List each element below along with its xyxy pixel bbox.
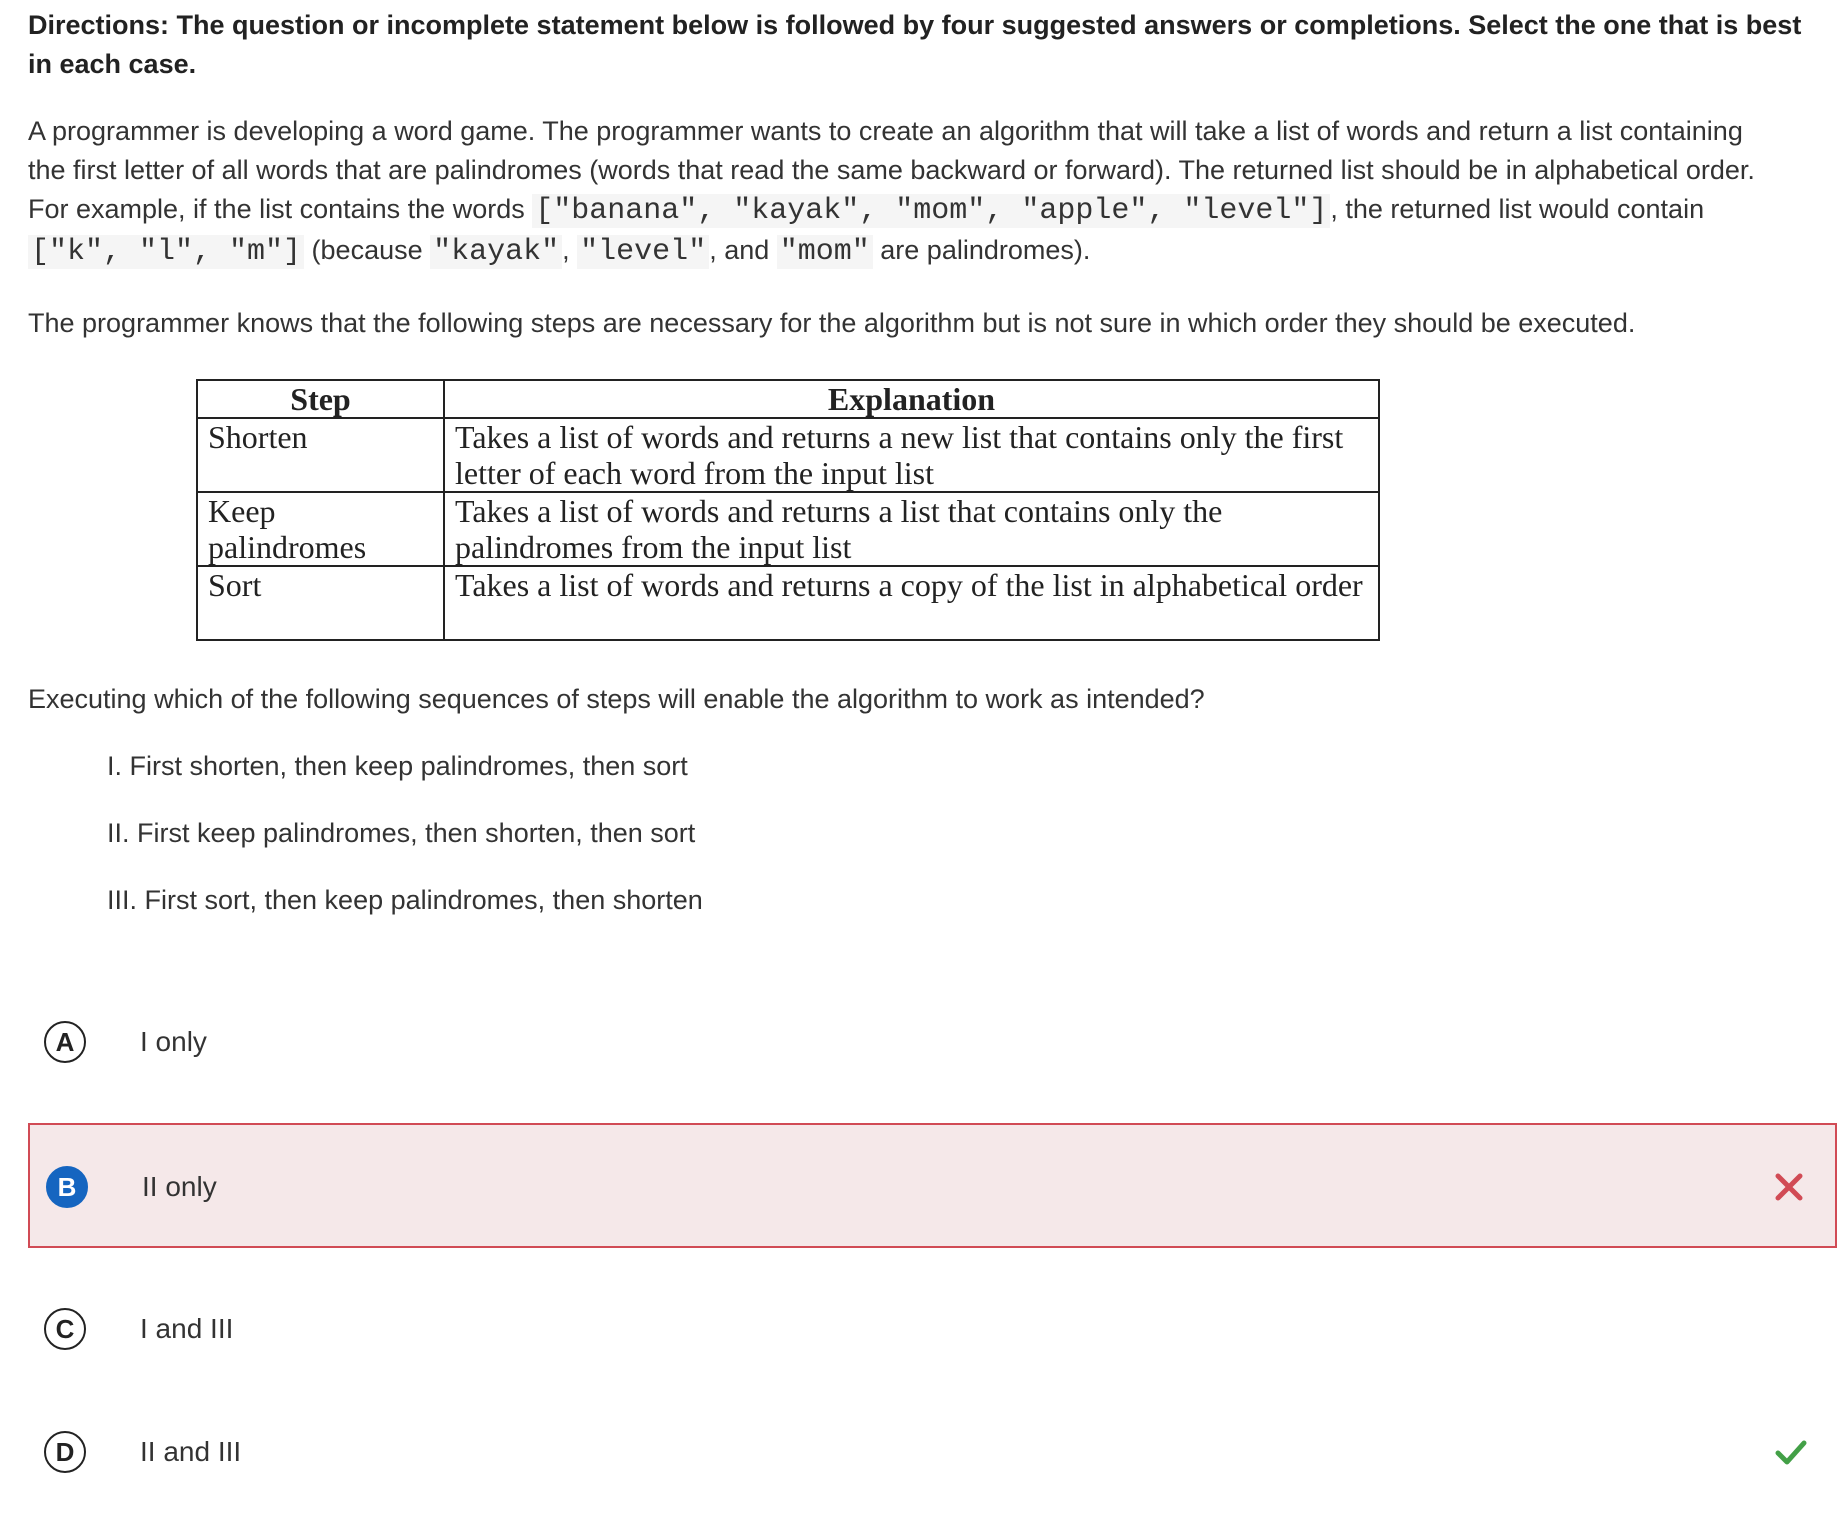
option-roman-1: I. First shorten, then keep palindromes, then sort — [107, 751, 688, 781]
option-roman-2: II. First keep palindromes, then shorten, then sort — [107, 818, 696, 848]
directions-text: Directions: The question or incomplete statement below is followed by four suggested answers or completions. Select the one that is best in each case. — [28, 10, 1802, 79]
stem-text: , and — [709, 235, 777, 265]
stem-line-2: the first letter of all words that are palindromes (words that read the same backward or forward). The returned list should be in alphabetical order. — [28, 155, 1755, 185]
code-level: "level" — [577, 235, 709, 269]
choice-letter-badge: D — [44, 1431, 86, 1473]
choice-text: I and III — [140, 1313, 234, 1344]
code-kayak: "kayak" — [430, 235, 562, 269]
steps-intro-text: The programmer knows that the following steps are necessary for the algorithm but is not sure in which order they should be executed. — [28, 308, 1636, 338]
question-stem — [28, 112, 1828, 272]
close-icon — [1771, 1169, 1807, 1205]
choice-text: II only — [142, 1171, 217, 1202]
code-result-list: ["k", "l", "m"] — [28, 235, 304, 269]
table-cell-explanation: Takes a list of words and returns a new list that contains only the first letter of each word from the input list — [444, 418, 1379, 492]
check-icon — [1773, 1434, 1809, 1470]
table-cell-step: Shorten — [197, 418, 444, 492]
choice-letter-badge: A — [44, 1021, 86, 1063]
table-row — [197, 418, 1379, 492]
answer-choice-d[interactable] — [28, 1390, 1837, 1515]
answer-choice-c[interactable] — [28, 1267, 1837, 1392]
option-roman-3: III. First sort, then keep palindromes, then shorten — [107, 885, 703, 915]
code-mom: "mom" — [777, 235, 873, 269]
table-header-row — [197, 380, 1379, 418]
table-cell-explanation: Takes a list of words and returns a list that contains only the palindromes from the input list — [444, 492, 1379, 566]
stem-line-1: A programmer is developing a word game. The programmer wants to create an algorithm that will take a list of words and return a list containing — [28, 116, 1743, 146]
stem-text: For example, if the list contains the words — [28, 194, 533, 224]
table-cell-step: Keep palindromes — [197, 492, 444, 566]
choice-letter-badge: B — [46, 1166, 88, 1208]
choice-text: II and III — [140, 1436, 242, 1467]
stem-text: , — [562, 235, 578, 265]
steps-table — [196, 379, 1380, 641]
table-row — [197, 492, 1379, 566]
question-prompt: Executing which of the following sequences of steps will enable the algorithm to work as intended? — [28, 684, 1205, 714]
table-cell-step: Sort — [197, 566, 444, 640]
answer-choice-a[interactable] — [28, 980, 1837, 1105]
choice-letter-badge: C — [44, 1308, 86, 1350]
stem-text: (because — [304, 235, 431, 265]
table-cell-explanation: Takes a list of words and returns a copy of the list in alphabetical order — [444, 566, 1379, 640]
code-word-list: ["banana", "kayak", "mom", "apple", "level"] — [532, 194, 1330, 228]
stem-line-3 — [28, 190, 1828, 231]
stem-text: are palindromes). — [872, 235, 1091, 265]
table-header-step: Step — [197, 380, 444, 418]
answer-choice-b[interactable] — [28, 1123, 1837, 1248]
table-header-explanation: Explanation — [444, 380, 1379, 418]
stem-text: , the returned list would contain — [1330, 194, 1705, 224]
stem-line-4 — [28, 231, 1828, 272]
choice-text: I only — [140, 1026, 207, 1057]
table-row — [197, 566, 1379, 640]
